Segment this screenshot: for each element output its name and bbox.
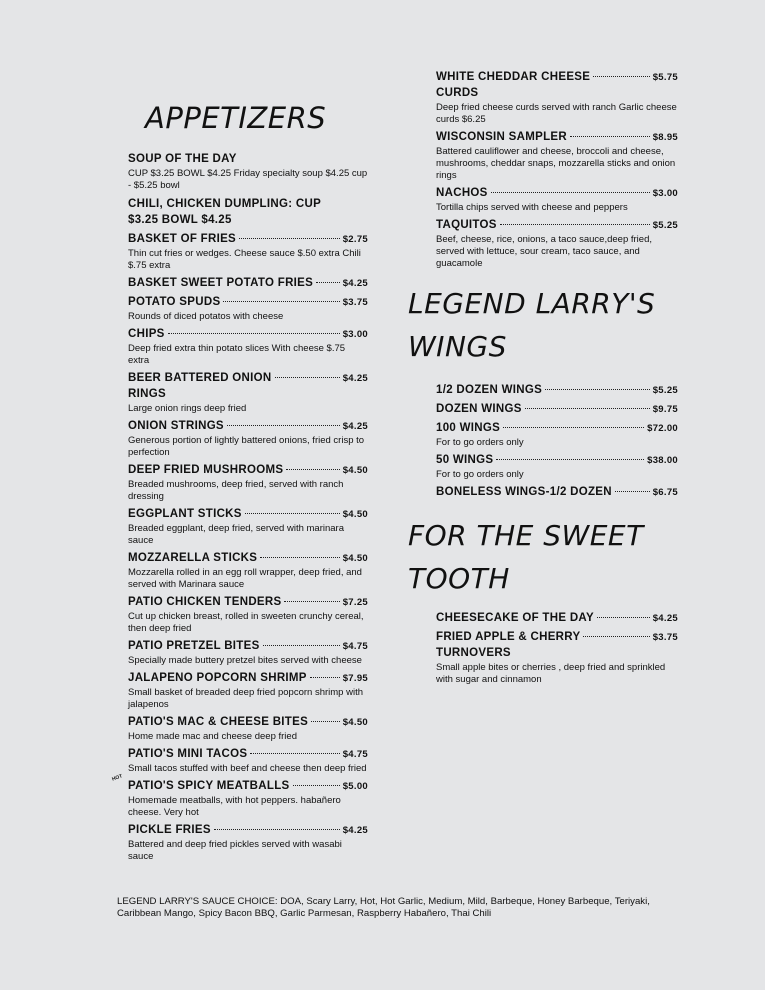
item-description: Cut up chicken breast, rolled in sweeten crunchy cereal, then deep fried — [128, 610, 364, 634]
menu-item-taquitos — [436, 218, 678, 270]
dot-leader — [583, 636, 649, 637]
item-name: WHITE CHEDDAR CHEESE — [436, 71, 591, 83]
menu-item-50-wings — [436, 453, 678, 481]
item-description: Small basket of breaded deep fried popcorn shrimp with jalapenos — [128, 686, 363, 710]
item-price: $6.75 — [652, 486, 678, 498]
menu-item-popcorn-shrimp — [128, 671, 368, 711]
item-price: $4.25 — [342, 372, 368, 384]
menu-item-fries — [128, 232, 368, 272]
dot-leader — [570, 136, 650, 137]
item-description: Small apple bites or cherries , deep fried and sprinkled with sugar and cinnamon — [436, 661, 666, 685]
menu-item-boneless-wings — [436, 485, 678, 500]
dot-leader — [223, 301, 339, 302]
item-name: CHILI, CHICKEN DUMPLING: CUP — [128, 197, 322, 210]
menu-item-onion-strings — [128, 419, 368, 459]
item-price: $5.25 — [652, 220, 678, 231]
item-name: NACHOS — [436, 187, 488, 199]
item-description: Home made mac and cheese deep fried — [128, 730, 297, 742]
item-description: Deep fried extra thin potato slices With cheese $.75 extra — [128, 342, 346, 366]
item-name: PATIO CHICKEN TENDERS — [128, 595, 282, 608]
item-description: For to go orders only — [436, 436, 524, 448]
item-price: $8.95 — [652, 132, 678, 143]
item-description: Large onion rings deep fried — [128, 402, 247, 414]
menu-item-cheese-curds — [436, 70, 678, 126]
appetizers-continued — [408, 70, 678, 270]
item-description: Battered and deep fried pickles served with wasabi sauce — [128, 838, 342, 862]
wings-heading-line2: WINGS — [408, 330, 507, 364]
dot-leader — [286, 469, 339, 470]
item-price: $4.50 — [342, 552, 368, 564]
item-price: $5.00 — [342, 780, 368, 792]
dot-leader — [496, 459, 644, 460]
menu-item-nachos — [436, 186, 678, 214]
item-description: Breaded eggplant, deep fried, served with marinara sauce — [128, 522, 344, 546]
menu-item-cheesecake — [436, 611, 678, 626]
item-name: POTATO SPUDS — [128, 295, 221, 308]
dot-leader — [316, 282, 340, 283]
item-price: $4.25 — [342, 824, 368, 836]
item-name: BASKET SWEET POTATO FRIES — [128, 276, 314, 289]
item-price: $3.00 — [652, 188, 678, 199]
menu-item-mushrooms — [128, 463, 368, 503]
dot-leader — [500, 224, 650, 225]
item-name: MOZZARELLA STICKS — [128, 551, 258, 564]
item-description: Beef, cheese, rice, onions, a taco sauce,deep fried, served with lettuce, sour cream, taco sauce, and guacamole — [436, 234, 652, 269]
item-description: Battered cauliflower and cheese, broccoli and cheese, mushrooms, cheddar snaps, mozzarella sticks and onion rings — [436, 146, 676, 181]
dot-leader — [293, 785, 340, 786]
item-price: $4.50 — [342, 716, 368, 728]
dot-leader — [615, 491, 650, 492]
item-price: $38.00 — [647, 454, 678, 466]
item-price: $5.25 — [652, 384, 678, 396]
item-description: Tortilla chips served with cheese and peppers — [436, 202, 628, 213]
item-name: PICKLE FRIES — [128, 823, 211, 836]
item-price: $5.75 — [652, 72, 678, 83]
item-name: 100 WINGS — [436, 421, 501, 434]
wings-heading-line1: LEGEND LARRY'S — [408, 287, 656, 320]
item-price: $4.50 — [342, 464, 368, 476]
item-price: $4.25 — [342, 420, 368, 432]
dot-leader — [525, 408, 650, 409]
item-name: DEEP FRIED MUSHROOMS — [128, 463, 284, 476]
wings-list — [408, 383, 678, 500]
dot-leader — [239, 238, 340, 239]
item-name: ONION STRINGS — [128, 419, 224, 432]
sweet-heading-line2: TOOTH — [408, 562, 510, 596]
dot-leader — [214, 829, 340, 830]
item-price: $9.75 — [652, 403, 678, 415]
item-name: DOZEN WINGS — [436, 402, 522, 415]
item-name: CHEESECAKE OF THE DAY — [436, 611, 594, 624]
sauce-choice-note: LEGEND LARRY'S SAUCE CHOICE: DOA, Scary Larry, Hot, Hot Garlic, Medium, Mild, Barbeque, Honey Barbeque, Teriyaki, Caribbean Mango, Spicy Bacon BBQ, Garlic Parmesan, Raspberry Habañero, Thai Chili — [117, 896, 650, 919]
item-price: $7.25 — [342, 596, 368, 608]
dot-leader — [275, 377, 340, 378]
item-name: PATIO'S MINI TACOS — [128, 747, 248, 760]
dot-leader — [260, 557, 339, 558]
item-name: PATIO'S SPICY MEATBALLS — [128, 779, 290, 792]
item-name: SOUP OF THE DAY — [128, 152, 237, 165]
menu-item-wisconsin-sampler — [436, 130, 678, 182]
item-description: Thin cut fries or wedges. Cheese sauce $.50 extra Chili $.75 extra — [128, 247, 361, 271]
dot-leader — [227, 425, 340, 426]
sweet-list — [408, 611, 678, 686]
menu-item-mac-cheese-bites — [128, 715, 368, 743]
item-name: WISCONSIN SAMPLER — [436, 131, 567, 143]
dot-leader — [250, 753, 339, 754]
item-description: Small tacos stuffed with beef and cheese then deep fried — [128, 762, 367, 774]
item-description: Specially made buttery pretzel bites served with cheese — [128, 654, 362, 666]
dot-leader — [168, 333, 340, 334]
menu-item-eggplant — [128, 507, 368, 547]
dot-leader — [593, 76, 649, 77]
dot-leader — [503, 427, 644, 428]
item-price: $3.75 — [342, 296, 368, 308]
menu-item-chili — [128, 196, 368, 228]
item-name: 1/2 DOZEN WINGS — [436, 383, 543, 396]
item-name: EGGPLANT STICKS — [128, 507, 242, 520]
item-name: BASKET OF FRIES — [128, 232, 237, 245]
menu-item-mozzarella — [128, 551, 368, 591]
menu-item-dozen-wings — [436, 402, 678, 417]
sweet-tooth-heading — [408, 514, 678, 601]
item-price: $4.50 — [342, 508, 368, 520]
item-name: JALAPENO POPCORN SHRIMP — [128, 671, 307, 684]
menu-item-chicken-tenders — [128, 595, 368, 635]
item-description: CUP $3.25 BOWL $4.25 Friday specialty soup $4.25 cup - $5.25 bowl — [128, 167, 368, 191]
item-name-line2: CURDS — [436, 87, 479, 99]
item-name: BEER BATTERED ONION — [128, 371, 272, 384]
item-name: PATIO PRETZEL BITES — [128, 639, 260, 652]
menu-item-100-wings — [436, 421, 678, 449]
item-price: $4.75 — [342, 748, 368, 760]
item-description: Mozzarella rolled in an egg roll wrapper, deep fried, and served with Marinara sauce — [128, 566, 362, 590]
dot-leader — [284, 601, 339, 602]
menu-item-spicy-meatballs — [111, 773, 368, 819]
item-description: Generous portion of lightly battered onions, fried crisp to perfection — [128, 434, 365, 458]
item-price: $4.25 — [342, 277, 368, 289]
menu-item-half-dozen-wings — [436, 383, 678, 398]
menu-item-chips — [128, 327, 368, 367]
appetizers-column — [111, 96, 368, 867]
item-price: $2.75 — [342, 233, 368, 245]
item-price: $4.25 — [652, 612, 678, 624]
item-name: TAQUITOS — [436, 219, 497, 231]
item-price: $3.75 — [652, 631, 678, 643]
sweet-heading-line1: FOR THE SWEET — [408, 518, 644, 552]
appetizers-heading: APPETIZERS — [145, 101, 327, 135]
item-name-line2: $3.25 BOWL $4.25 — [128, 213, 232, 226]
menu-item-onion-rings — [128, 371, 368, 415]
menu-item-pretzel-bites — [128, 639, 368, 667]
menu-item-potato-spuds — [128, 295, 368, 323]
dot-leader — [263, 645, 340, 646]
item-name: 50 WINGS — [436, 453, 494, 466]
item-price: $7.95 — [342, 672, 368, 684]
item-name: FRIED APPLE & CHERRY — [436, 630, 581, 643]
item-name-line2: RINGS — [128, 387, 166, 400]
dot-leader — [311, 721, 340, 722]
menu-item-turnovers — [436, 630, 678, 686]
item-name: PATIO'S MAC & CHEESE BITES — [128, 715, 309, 728]
wings-heading — [408, 282, 678, 369]
menu-item-soup — [128, 151, 368, 192]
item-description: Deep fried cheese curds served with ranch Garlic cheese curds $6.25 — [436, 102, 677, 125]
dot-leader — [310, 677, 340, 678]
dot-leader — [245, 513, 340, 514]
right-column — [408, 70, 678, 690]
menu-item-sweet-potato-fries — [128, 276, 368, 291]
item-description: Rounds of diced potatos with cheese — [128, 310, 284, 322]
item-price: $72.00 — [647, 422, 678, 434]
item-price: $3.00 — [342, 328, 368, 340]
hot-badge: HOT — [111, 773, 124, 783]
item-price: $4.75 — [342, 640, 368, 652]
item-name: CHIPS — [128, 327, 165, 340]
dot-leader — [491, 192, 650, 193]
item-description: Breaded mushrooms, deep fried, served with ranch dressing — [128, 478, 344, 502]
item-description: Homemade meatballs, with hot peppers. habañero cheese. Very hot — [128, 794, 341, 818]
dot-leader — [597, 617, 650, 618]
item-name-line2: TURNOVERS — [436, 646, 511, 659]
menu-item-pickle-fries — [128, 823, 368, 863]
item-description: For to go orders only — [436, 468, 524, 480]
menu-item-mini-tacos — [128, 747, 368, 775]
item-name: BONELESS WINGS-1/2 DOZEN — [436, 485, 612, 498]
dot-leader — [545, 389, 650, 390]
